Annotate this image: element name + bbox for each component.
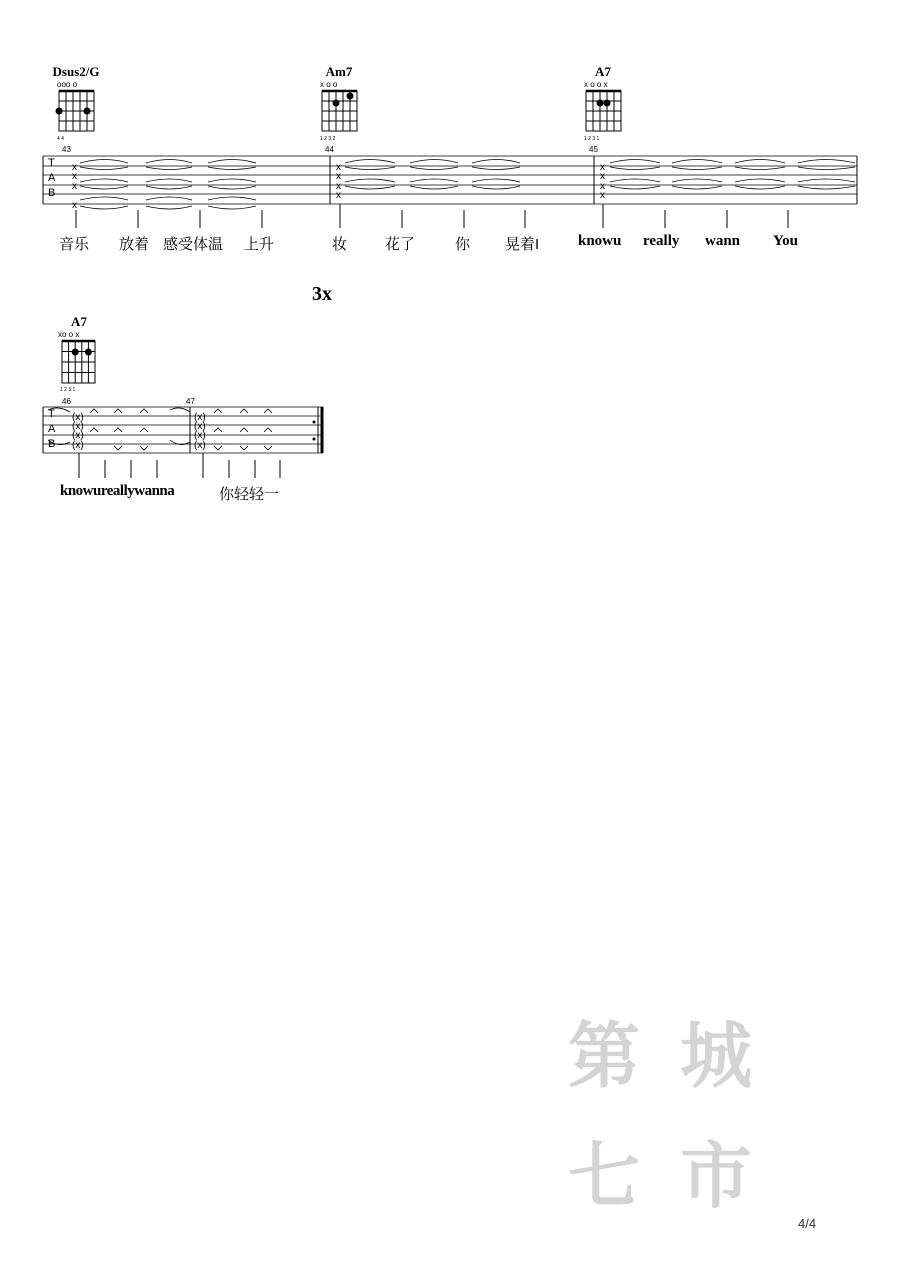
chord-name-a7: A7 — [595, 64, 611, 79]
lyric: 音乐 — [59, 236, 90, 253]
tab-letter: T — [48, 408, 55, 420]
chord-diagram-a7-system2 — [58, 330, 95, 393]
svg-text:(x): (x) — [194, 421, 206, 432]
svg-text:x: x — [600, 190, 605, 201]
chord-diagram-am7 — [320, 80, 357, 142]
note-stems — [79, 453, 280, 478]
svg-text:x: x — [336, 181, 341, 192]
lyric: 妆 — [332, 236, 348, 253]
svg-text:x: x — [72, 181, 77, 192]
measure-number: 47 — [186, 397, 195, 406]
svg-text:(x): (x) — [72, 412, 84, 423]
svg-text:(x): (x) — [72, 430, 84, 441]
svg-text:x: x — [72, 171, 77, 182]
svg-text:x: x — [72, 200, 77, 211]
svg-text:x o o: x o o — [320, 80, 338, 89]
measure-number: 44 — [325, 145, 334, 154]
lyric: knowureallywanna — [60, 483, 175, 499]
lyric: 感受体温 — [163, 236, 224, 253]
svg-text:(x): (x) — [194, 440, 206, 451]
watermark-char: 城 — [680, 1013, 753, 1098]
watermark-char: 七 — [568, 1133, 641, 1218]
chord-name-am7: Am7 — [325, 64, 353, 79]
measure-number: 46 — [62, 397, 71, 406]
tab-letter: B — [48, 438, 56, 450]
page-number: 4/4 — [798, 1216, 817, 1231]
svg-text:x: x — [336, 162, 341, 173]
lyric: 你 — [455, 236, 471, 253]
svg-text:x: x — [72, 162, 77, 173]
chord-name-a7: A7 — [71, 314, 87, 329]
lyric: 放着 — [119, 236, 150, 253]
svg-text:x: x — [600, 162, 605, 173]
svg-text:1 2 3 1: 1 2 3 1 — [584, 136, 600, 142]
tab-letter: A — [48, 423, 56, 435]
svg-text:(x): (x) — [194, 412, 206, 423]
repeat-count-label: 3x — [312, 283, 332, 305]
chord-diagram-dsus2g — [56, 80, 94, 142]
svg-text:x: x — [600, 171, 605, 182]
chord-diagram-a7 — [584, 80, 621, 142]
svg-text:x o o x: x o o x — [584, 80, 608, 89]
tab-letter: A — [48, 172, 56, 184]
tab-letter: B — [48, 187, 56, 199]
svg-text:4 4: 4 4 — [57, 136, 64, 142]
svg-text:(x): (x) — [72, 440, 84, 451]
chord-name-dsus2g: Dsus2/G — [52, 64, 100, 79]
muted-notes — [72, 412, 206, 451]
watermark-char: 第 — [568, 1013, 641, 1098]
tab-letter: T — [48, 157, 55, 169]
lyric: 上升 — [244, 236, 275, 253]
measure-number: 45 — [589, 145, 598, 154]
tab-staff-system2 — [43, 407, 323, 453]
lyric: wann — [705, 233, 741, 249]
svg-text:(x): (x) — [72, 421, 84, 432]
measure-number: 43 — [62, 145, 71, 154]
svg-text:(x): (x) — [194, 430, 206, 441]
svg-text:x: x — [336, 171, 341, 182]
tie-arcs — [80, 160, 855, 210]
lyric: knowu — [578, 233, 622, 249]
lyric: 花了 — [385, 236, 416, 253]
lyric: 你轻轻一 — [219, 486, 280, 503]
svg-text:xo o x: xo o x — [58, 330, 80, 339]
svg-text:x: x — [600, 181, 605, 192]
lyric: You — [773, 233, 799, 249]
svg-text:ooo o: ooo o — [57, 80, 78, 89]
svg-text:1 2 3 2: 1 2 3 2 — [320, 136, 336, 142]
lyric: really — [643, 233, 680, 249]
tab-staff-graphics — [0, 0, 900, 560]
svg-text:1 2 3 1: 1 2 3 1 — [60, 387, 76, 393]
watermark-char: 市 — [680, 1133, 753, 1218]
lyric: 晃着I — [505, 236, 540, 253]
svg-text:x: x — [336, 190, 341, 201]
